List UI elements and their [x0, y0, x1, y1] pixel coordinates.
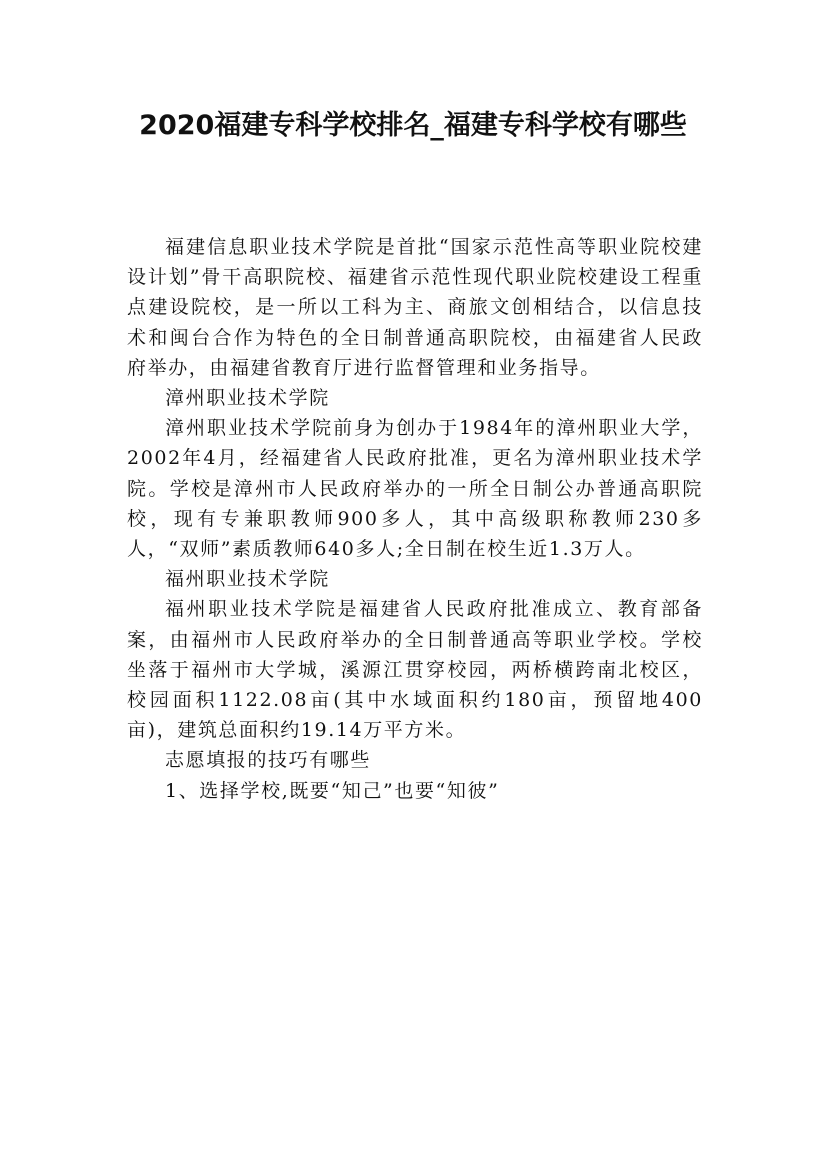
- document-body: [127, 232, 703, 806]
- paragraph-tip-1: 1、选择学校,既要“知己”也要“知彼”: [165, 779, 500, 802]
- paragraph-zhangzhou-college: 漳州职业技术学院前身为创办于1984年的漳州职业大学，2002年4月，经福建省人民政府批准，更名为漳州职业技术学院。学校是漳州市人民政府举办的一所全日制公办普通高职院校，现有专兼职教师900多人，其中高级职称教师230多人，“双师”素质教师640多人;全日制在校生近1.3万人。: [127, 417, 703, 561]
- paragraph-fuzhou-college: 福州职业技术学院是福建省人民政府批准成立、教育部备案，由福州市人民政府举办的全日制普通高等职业学校。学校坐落于福州市大学城，溪源江贯穿校园，两桥横跨南北校区，校园面积1122.08亩(其中水域面积约180亩，预留地400亩)，建筑总面积约19.14万平方米。: [127, 598, 703, 742]
- document-title: 2020福建专科学校排名_福建专科学校有哪些: [139, 110, 687, 141]
- heading-fuzhou-college: 福州职业技术学院: [165, 568, 330, 591]
- paragraph-fujian-info-college: 福建信息职业技术学院是首批“国家示范性高等职业院校建设计划”骨干高职院校、福建省示范性现代职业院校建设工程重点建设院校，是一所以工科为主、商旅文创相结合，以信息技术和闽台合作为特色的全日制普通高职院校，由福建省人民政府举办，由福建省教育厅进行监督管理和业务指导。: [127, 236, 703, 379]
- heading-zhangzhou-college: 漳州职业技术学院: [165, 387, 330, 410]
- heading-application-tips: 志愿填报的技巧有哪些: [165, 749, 372, 772]
